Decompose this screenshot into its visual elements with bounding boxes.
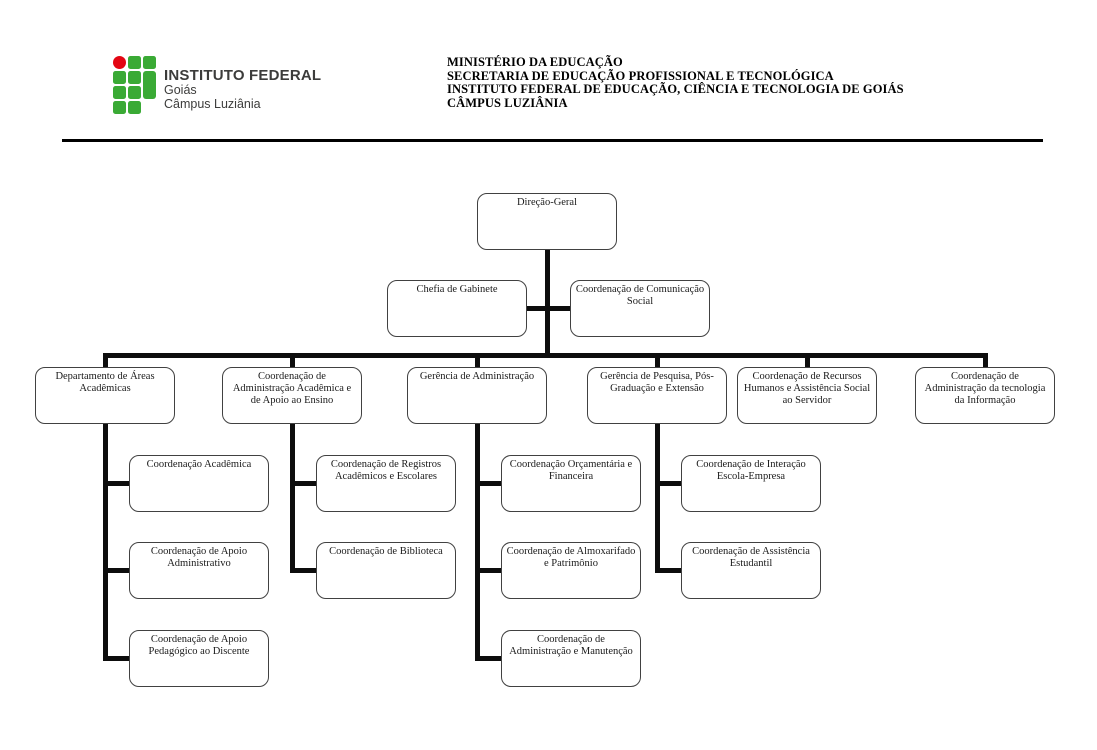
org-node-coordenacao-de-comunicacao-social [570,280,710,337]
org-node-label: Coordenação de Comunicação Social [575,284,705,307]
org-node-label: Coordenação de Almoxarifado e Patrimônio [506,545,636,569]
org-node-label: Coordenação de Recursos Humanos e Assistência Social ao Servidor [743,371,871,406]
org-node-gerencia-de-pesquisa-pos-graduacao-e-extensao [587,367,727,424]
connector-line [657,568,683,573]
org-node-coordenacao-de-assistencia-estudantil [681,542,821,599]
org-node-label: Coordenação de Administração da tecnologia da Informação [924,371,1046,406]
org-node-coordenacao-de-administracao-da-tecnologia-da-informacao [915,367,1055,424]
org-node-label: Coordenação de Apoio Administrativo [150,545,248,569]
org-node-label: Coordenação de Administração e Manutenção [509,633,633,657]
connector-line [657,481,683,486]
org-node-departamento-de-areas-academicas [35,367,175,424]
connector-line [477,481,503,486]
org-node-coordenacao-de-registros-academicos-e-escolares [316,455,456,512]
org-node-label: Coordenação de Assistência Estudantil [692,545,810,569]
org-node-label: Coordenação de Interação Escola-Empresa [696,458,806,482]
org-node-coordenacao-de-administracao-e-manutencao [501,630,641,687]
connector-line [105,568,131,573]
connector-line [655,423,660,573]
org-node-label: Direção-Geral [516,197,578,208]
org-node-coordenacao-academica [129,455,269,512]
org-node-coordenacao-de-apoio-pedagogico-ao-discente [129,630,269,687]
org-node-label: Chefia de Gabinete [416,284,498,295]
connector-line [475,423,480,661]
org-node-label: Coordenação Orçamentária e Financeira [509,458,633,482]
org-node-label: Coordenação Acadêmica [146,458,252,470]
logo-state: Goiás [164,83,197,97]
connector-line [103,353,988,358]
ministry-line: MINISTÉRIO DA EDUCAÇÃO [447,55,623,69]
org-node-label: Coordenação de Registros Acadêmicos e Escolares [330,458,442,482]
org-node-coordenacao-de-biblioteca [316,542,456,599]
connector-line [477,656,503,661]
org-node-gerencia-de-administracao [407,367,547,424]
connector-line [292,481,318,486]
ministry-line: CÂMPUS LUZIÂNIA [447,95,568,110]
org-node-coordenacao-de-interacao-escola-empresa [681,455,821,512]
org-node-label: Gerência de Pesquisa, Pós-Graduação e Extensão [600,371,714,394]
org-node-label: Coordenação de Apoio Pedagógico ao Discente [148,633,250,657]
connector-line [523,306,574,311]
org-node-coordenacao-de-almoxarifado-e-patrimonio [501,542,641,599]
connector-line [105,481,131,486]
logo-brand-name: INSTITUTO FEDERAL [164,67,322,84]
logo-campus: Câmpus Luziânia [164,96,261,111]
org-node-coordenacao-orcamentaria-e-financeira [501,455,641,512]
org-node-label: Gerência de Administração [419,371,535,382]
ministry-line: INSTITUTO FEDERAL DE EDUCAÇÃO, CIÊNCIA E TECNOLOGIA DE GOIÁS [447,82,904,96]
connector-line [290,423,295,573]
org-node-label: Coordenação de Administração Acadêmica e de Apoio ao Ensino [232,371,352,406]
org-node-label: Departamento de Áreas Acadêmicas [55,371,155,394]
org-node-label: Coordenação de Biblioteca [329,545,443,557]
org-node-coordenacao-de-apoio-administrativo [129,542,269,599]
ministry-line: SECRETARIA DE EDUCAÇÃO PROFISSIONAL E TECNOLÓGICA [447,68,834,83]
org-node-direcao-geral [477,193,617,250]
connector-line [477,568,503,573]
connector-line [545,249,550,358]
org-node-chefia-de-gabinete [387,280,527,337]
connector-line [105,656,131,661]
connector-line [292,568,318,573]
org-node-coordenacao-de-recursos-humanos-e-assistencia-social-ao-servidor [737,367,877,424]
org-node-coordenacao-de-administracao-academica-e-de-apoio-ao-ensino [222,367,362,424]
connector-line [103,423,108,661]
